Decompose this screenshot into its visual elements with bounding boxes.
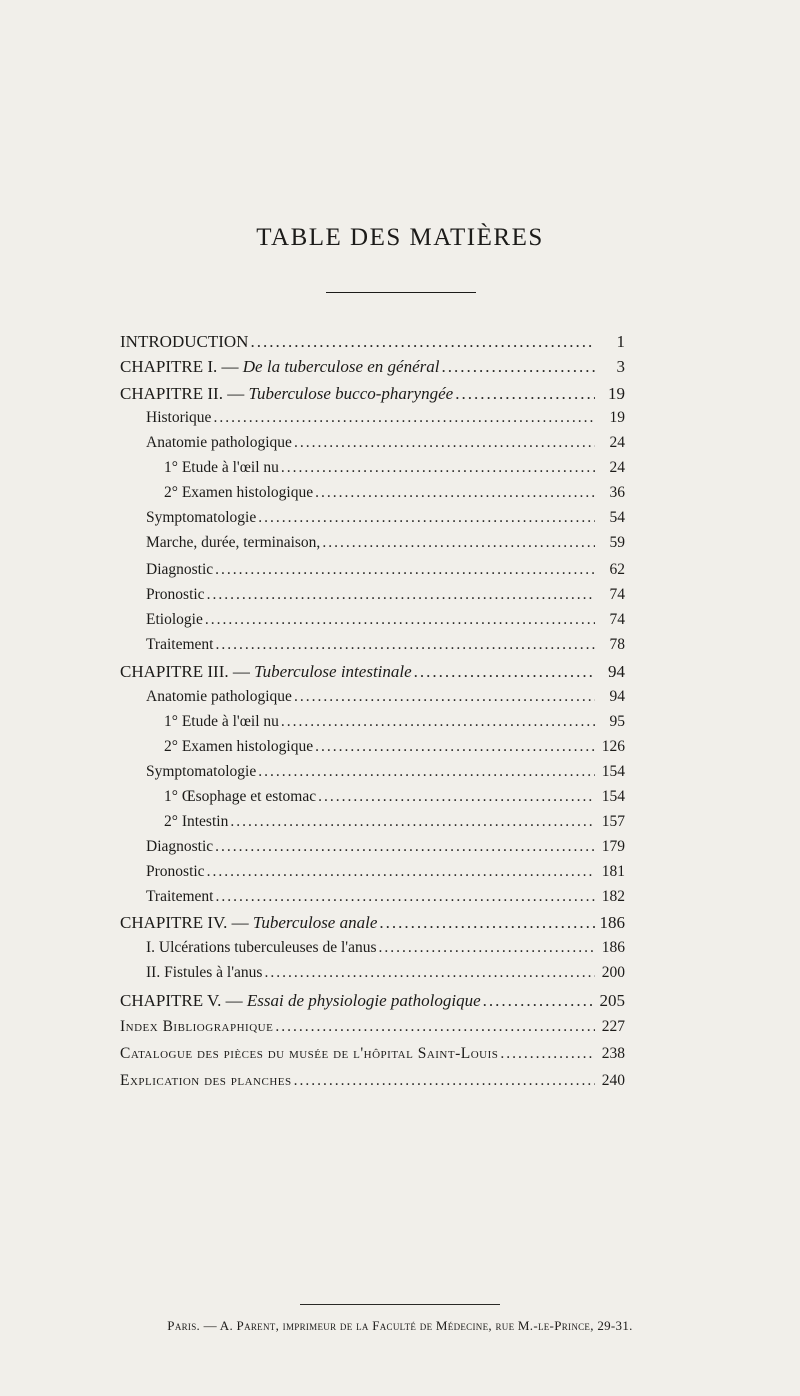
toc-entry-label: Etiologie <box>146 611 203 628</box>
toc-entry-page: 36 <box>609 484 625 501</box>
toc-entry-label: INTRODUCTION <box>120 332 249 351</box>
toc-entry-chapitre-1[interactable] <box>120 357 625 377</box>
dot-leader <box>275 1018 595 1036</box>
toc-entry-intestin[interactable] <box>164 813 625 831</box>
toc-entry-symptomatologie-2[interactable] <box>146 763 625 781</box>
dot-leader <box>318 788 595 806</box>
toc-entry-page: 227 <box>601 1018 625 1035</box>
toc-entry-label: 2° Intestin <box>164 813 229 830</box>
dot-leader <box>250 332 595 352</box>
toc-entry-chapitre-5[interactable] <box>120 991 625 1011</box>
toc-entry-page: 62 <box>609 561 625 578</box>
toc-entry-page: 205 <box>599 991 625 1010</box>
toc-entry-anatomie-1[interactable] <box>146 434 625 452</box>
toc-entry-page: 179 <box>601 838 625 855</box>
toc-entry-label: Marche, durée, terminaison, <box>146 534 321 551</box>
dot-leader <box>281 713 595 731</box>
toc-entry-page: 74 <box>609 611 625 628</box>
toc-entry-pronostic-2[interactable] <box>146 863 625 881</box>
toc-entry-chapitre-4[interactable] <box>120 913 625 933</box>
dot-leader <box>215 636 595 654</box>
dot-leader <box>378 939 595 957</box>
toc-entry-label: Pronostic <box>146 863 205 880</box>
toc-entry-symptomatologie-1[interactable] <box>146 509 625 527</box>
toc-entry-traitement-2[interactable] <box>146 888 625 906</box>
toc-entry-label: Traitement <box>146 888 214 905</box>
toc-entry-page: 24 <box>609 434 625 451</box>
toc-entry-label: Symptomatologie <box>146 763 257 780</box>
dot-leader <box>207 586 595 604</box>
toc-entry-label: Pronostic <box>146 586 205 603</box>
toc-entry-label: 1° Œsophage et estomac <box>164 788 317 805</box>
dot-leader <box>294 434 595 452</box>
toc-entry-page: 126 <box>601 738 625 755</box>
toc-entry-label: CHAPITRE III. — Tuberculose intestinale <box>120 662 412 681</box>
dot-leader <box>205 611 595 629</box>
toc-entry-introduction[interactable] <box>120 332 625 352</box>
toc-entry-explication[interactable] <box>120 1072 625 1090</box>
toc-entry-page: 154 <box>601 788 625 805</box>
dot-leader <box>455 384 595 404</box>
page-title: TABLE DES MATIÈRES <box>256 224 544 251</box>
toc-entry-label: Historique <box>146 409 212 426</box>
toc-entry-label: Traitement <box>146 636 214 653</box>
toc-entry-label: CHAPITRE V. — Essai de physiologie pathologique <box>120 991 481 1010</box>
toc-entry-page: 24 <box>609 459 625 476</box>
toc-entry-historique[interactable] <box>146 409 625 427</box>
toc-entry-page: 157 <box>601 813 625 830</box>
toc-entry-page: 19 <box>609 409 625 426</box>
dot-leader <box>207 863 595 881</box>
toc-entry-page: 94 <box>609 688 625 705</box>
dot-leader <box>294 1072 595 1090</box>
toc-entry-label: CHAPITRE I. — De la tuberculose en général <box>120 357 440 376</box>
toc-entry-label: CHAPITRE IV. — Tuberculose anale <box>120 913 378 932</box>
dot-leader <box>230 813 595 831</box>
toc-entry-label: Diagnostic <box>146 838 214 855</box>
toc-entry-ulcerations[interactable] <box>146 939 625 957</box>
dot-leader <box>500 1045 595 1063</box>
dot-leader <box>315 484 595 502</box>
toc-entry-label: Symptomatologie <box>146 509 257 526</box>
toc-entry-page: 74 <box>609 586 625 603</box>
dot-leader <box>379 913 595 933</box>
footer-divider <box>300 1304 500 1305</box>
toc-entry-page: 240 <box>601 1072 625 1089</box>
toc-entry-pronostic-1[interactable] <box>146 586 625 604</box>
dot-leader <box>281 459 595 477</box>
dot-leader <box>264 964 595 982</box>
toc-entry-page: 1 <box>616 332 625 351</box>
toc-entry-examen-1[interactable] <box>164 484 625 502</box>
toc-entry-page: 3 <box>616 357 625 376</box>
toc-entry-etiologie[interactable] <box>146 611 625 629</box>
dot-leader <box>258 509 595 527</box>
toc-entry-anatomie-2[interactable] <box>146 688 625 706</box>
title-divider <box>326 292 476 293</box>
dot-leader <box>258 763 595 781</box>
toc-entry-page: 78 <box>609 636 625 653</box>
toc-entry-diagnostic-1[interactable] <box>146 561 625 579</box>
toc-entry-etude-2[interactable] <box>164 713 625 731</box>
toc-entry-label: II. Fistules à l'anus <box>146 964 263 981</box>
toc-entry-chapitre-3[interactable] <box>120 662 625 682</box>
dot-leader <box>442 357 596 377</box>
toc-entry-traitement-1[interactable] <box>146 636 625 654</box>
dot-leader <box>215 888 595 906</box>
toc-entry-label: Explication des planches <box>120 1072 292 1089</box>
dot-leader <box>213 409 595 427</box>
toc-entry-fistules[interactable] <box>146 964 625 982</box>
toc-entry-diagnostic-2[interactable] <box>146 838 625 856</box>
toc-entry-etude-1[interactable] <box>164 459 625 477</box>
dot-leader <box>483 991 595 1011</box>
toc-entry-label: 1° Etude à l'œil nu <box>164 459 279 476</box>
toc-entry-label: Diagnostic <box>146 561 214 578</box>
toc-entry-label: I. Ulcérations tuberculeuses de l'anus <box>146 939 377 956</box>
toc-entry-page: 186 <box>601 939 625 956</box>
toc-entry-index[interactable] <box>120 1018 625 1036</box>
toc-entry-label: 2° Examen histologique <box>164 484 314 501</box>
toc-entry-examen-2[interactable] <box>164 738 625 756</box>
toc-entry-label: Anatomie pathologique <box>146 434 292 451</box>
dot-leader <box>215 561 595 579</box>
dot-leader <box>414 662 595 682</box>
dot-leader <box>322 534 595 552</box>
toc-entry-page: 238 <box>601 1045 625 1062</box>
printer-imprint: Paris. — A. Parent, imprimeur de la Faculté de Médecine, rue M.-le-Prince, 29-31. <box>167 1318 633 1333</box>
toc-entry-marche[interactable] <box>146 534 625 552</box>
toc-entry-page: 95 <box>609 713 625 730</box>
toc-entry-page: 200 <box>601 964 625 981</box>
toc-entry-page: 59 <box>609 534 625 551</box>
toc-entry-label: CHAPITRE II. — Tuberculose bucco-pharyngée <box>120 384 454 403</box>
toc-entry-page: 19 <box>608 384 625 403</box>
toc-entry-label: 1° Etude à l'œil nu <box>164 713 279 730</box>
toc-entry-catalogue[interactable] <box>120 1045 625 1063</box>
toc-entry-page: 186 <box>599 913 625 932</box>
toc-entry-chapitre-2[interactable] <box>120 384 625 404</box>
toc-entry-page: 94 <box>608 662 625 681</box>
dot-leader <box>315 738 595 756</box>
toc-entry-label: Index Bibliographique <box>120 1018 274 1035</box>
toc-entry-label: Anatomie pathologique <box>146 688 292 705</box>
dot-leader <box>215 838 595 856</box>
toc-entry-page: 54 <box>609 509 625 526</box>
dot-leader <box>294 688 595 706</box>
toc-entry-page: 182 <box>601 888 625 905</box>
toc-entry-oesophage[interactable] <box>164 788 625 806</box>
toc-entry-label: Catalogue des pièces du musée de l'hôpital Saint-Louis <box>120 1045 499 1062</box>
toc-entry-label: 2° Examen histologique <box>164 738 314 755</box>
toc-entry-page: 181 <box>601 863 625 880</box>
toc-entry-page: 154 <box>601 763 625 780</box>
